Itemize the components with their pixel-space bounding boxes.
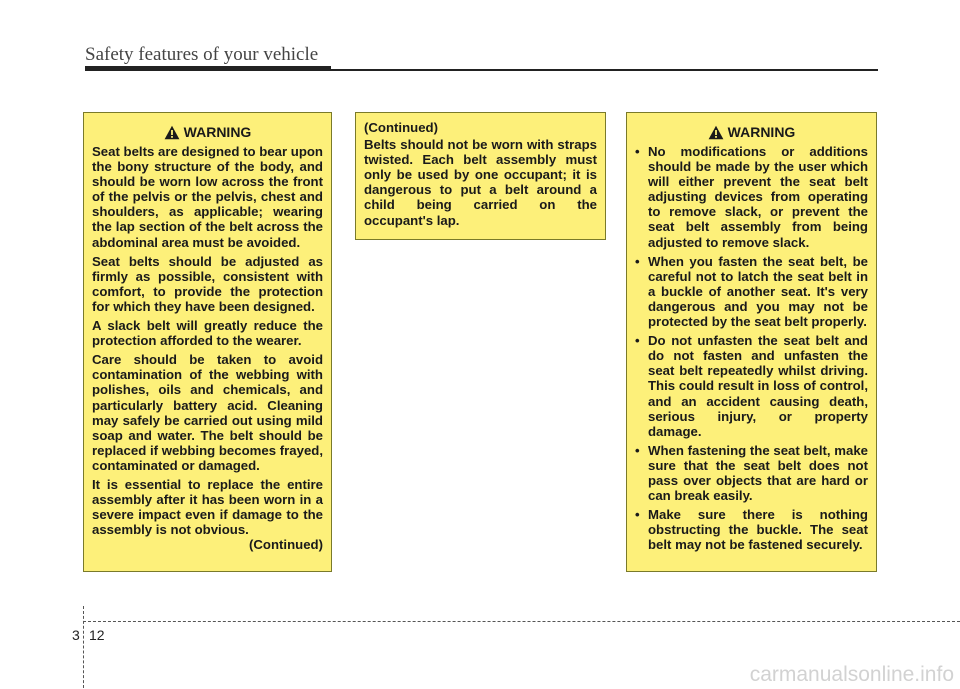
warning-bullet	[635, 254, 868, 329]
bullet-icon: •	[635, 507, 640, 523]
bullet-icon: •	[635, 442, 640, 458]
warning-bullet	[635, 443, 868, 503]
warning-paragraph: Care should be taken to avoid contamination of the webbing with polishes, oils and chemicals, and particularly battery acid. Cleaning may safely be carried out using mild soap and water. The belt should be replaced if webbing becomes frayed, contaminated or damaged.	[92, 352, 323, 473]
warning-bullet	[635, 144, 868, 250]
bullet-text: Do not unfasten the seat belt and do not fasten and unfasten the seat belt repeatedly whilst driving. This could result in loss of control, and an accident causing death, serious injury, or property damage.	[648, 333, 868, 439]
page-header-title: Safety features of your vehicle	[85, 44, 319, 65]
warning-paragraph: A slack belt will greatly reduce the protection afforded to the wearer.	[92, 318, 323, 349]
header-rule-thin	[331, 69, 878, 71]
warning-label: WARNING	[183, 124, 252, 140]
warning-box-left	[83, 112, 332, 572]
continued-label: (Continued)	[364, 120, 438, 135]
bullet-text: Make sure there is nothing obstructing the buckle. The seat belt may not be fastened securely.	[648, 507, 868, 553]
warning-label: WARNING	[727, 124, 796, 140]
footer-rule	[83, 621, 960, 622]
warning-paragraph: Belts should not be worn with straps twisted. Each belt assembly must only be used by one occupant; it is dangerous to put a belt around a child being carried on the occupant's lap.	[364, 137, 597, 228]
warning-bullet	[635, 507, 868, 552]
warning-paragraph: It is essential to replace the entire assembly after it has been worn in a severe impact even if damage to the assembly is not obvious.	[92, 476, 323, 538]
bullet-icon: •	[635, 144, 640, 159]
bullet-icon: •	[635, 253, 640, 269]
continued-label: (Continued)	[249, 537, 323, 553]
warning-triangle-icon	[708, 125, 724, 140]
bullet-text: No modifications or additions should be made by the user which will either prevent the seat belt adjusting devices from operating to remove slack, or prevent the seat belt assembly from being adjusted to remove slack.	[648, 144, 868, 250]
bullet-text: When fastening the seat belt, make sure that the seat belt does not pass over objects that are hard or can break easily.	[648, 442, 868, 504]
warning-box-right	[626, 112, 877, 572]
page-number: 12	[89, 627, 105, 643]
bullet-icon: •	[635, 333, 640, 349]
watermark: carmanualsonline.info	[749, 663, 954, 686]
warning-paragraph: Seat belts are designed to bear upon the bony structure of the body, and should be worn low across the front of the pelvis or the pelvis, chest and shoulders, as applicable; wearing the lap section of the belt across the abdominal area must be avoided.	[92, 144, 323, 250]
header-rule-thick	[85, 66, 331, 71]
warning-bullet	[635, 333, 868, 439]
warning-heading	[635, 123, 868, 141]
warning-heading	[92, 123, 323, 141]
footer-divider	[83, 606, 84, 688]
bullet-text: When you fasten the seat belt, be careful not to latch the seat belt in a buckle of another seat. It's very dangerous and you may not be protected by the seat belt properly.	[648, 253, 868, 330]
section-number: 3	[72, 627, 80, 643]
warning-triangle-icon	[164, 125, 180, 140]
warning-box-middle	[355, 112, 606, 240]
warning-paragraph: Seat belts should be adjusted as firmly as possible, consistent with comfort, to provide the protection for which they have been designed.	[92, 253, 323, 314]
